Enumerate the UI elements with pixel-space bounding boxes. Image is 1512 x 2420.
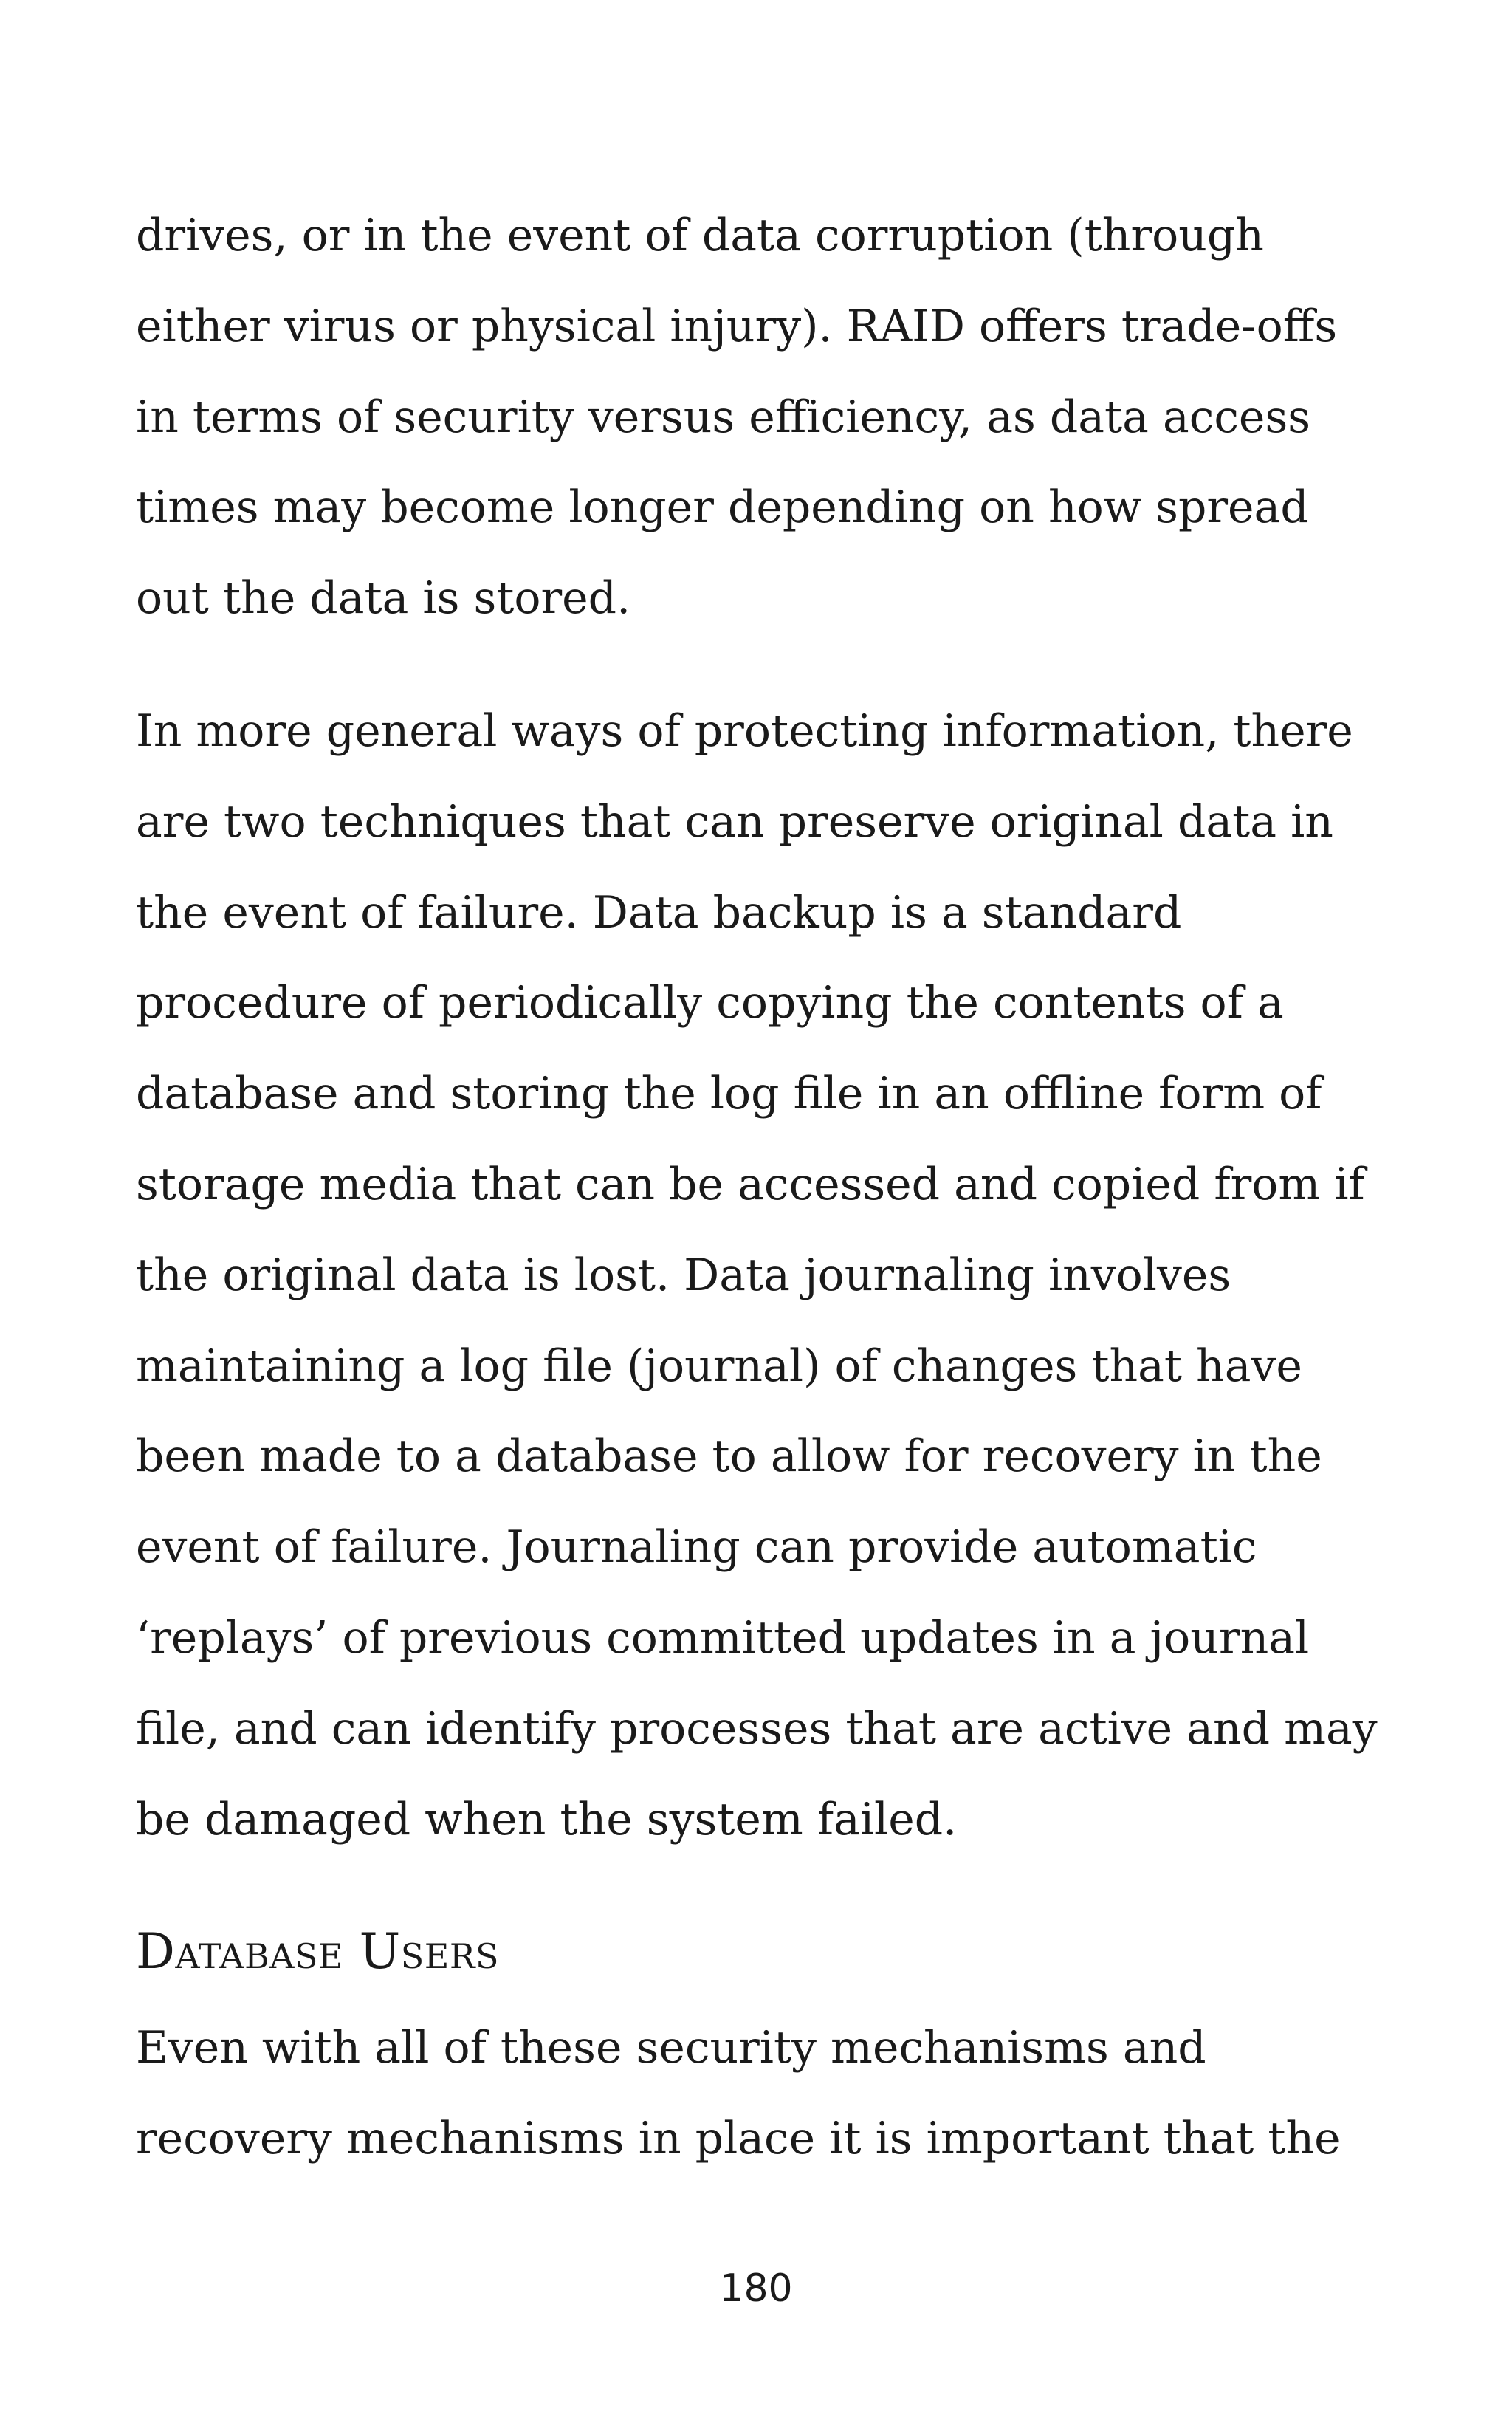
page-content — [136, 191, 1384, 2184]
paragraph-database-users: Even with all of these security mechanisms and recovery mechanisms in place it is important that the — [136, 2022, 1341, 2165]
paragraph-raid-tradeoffs: drives, or in the event of data corruption (through either virus or physical injury). RAID offers trade-offs in terms of security versus efficiency, as data access times may become longer depending on how spread out the data is stored. — [136, 210, 1338, 625]
section-heading: Database Users — [136, 1923, 499, 1981]
page-number: 180 — [719, 2266, 793, 2311]
paragraph-backup-journaling: In more general ways of protecting information, there are two techniques that can preserve original data in the event of failure. Data backup is a standard procedure of periodically copying the contents of a database and storing the log file in an offline form of storage media that can be accessed and copied from if the original data is lost. Data journaling involves maintaining a log file (journal) of changes that have been made to a database to allow for recovery in the event of failure. Journaling can provide automatic ‘replays’ of previous committed updates in a journal file, and can identify processes that are active and may be damaged when the system failed. — [136, 705, 1378, 1845]
